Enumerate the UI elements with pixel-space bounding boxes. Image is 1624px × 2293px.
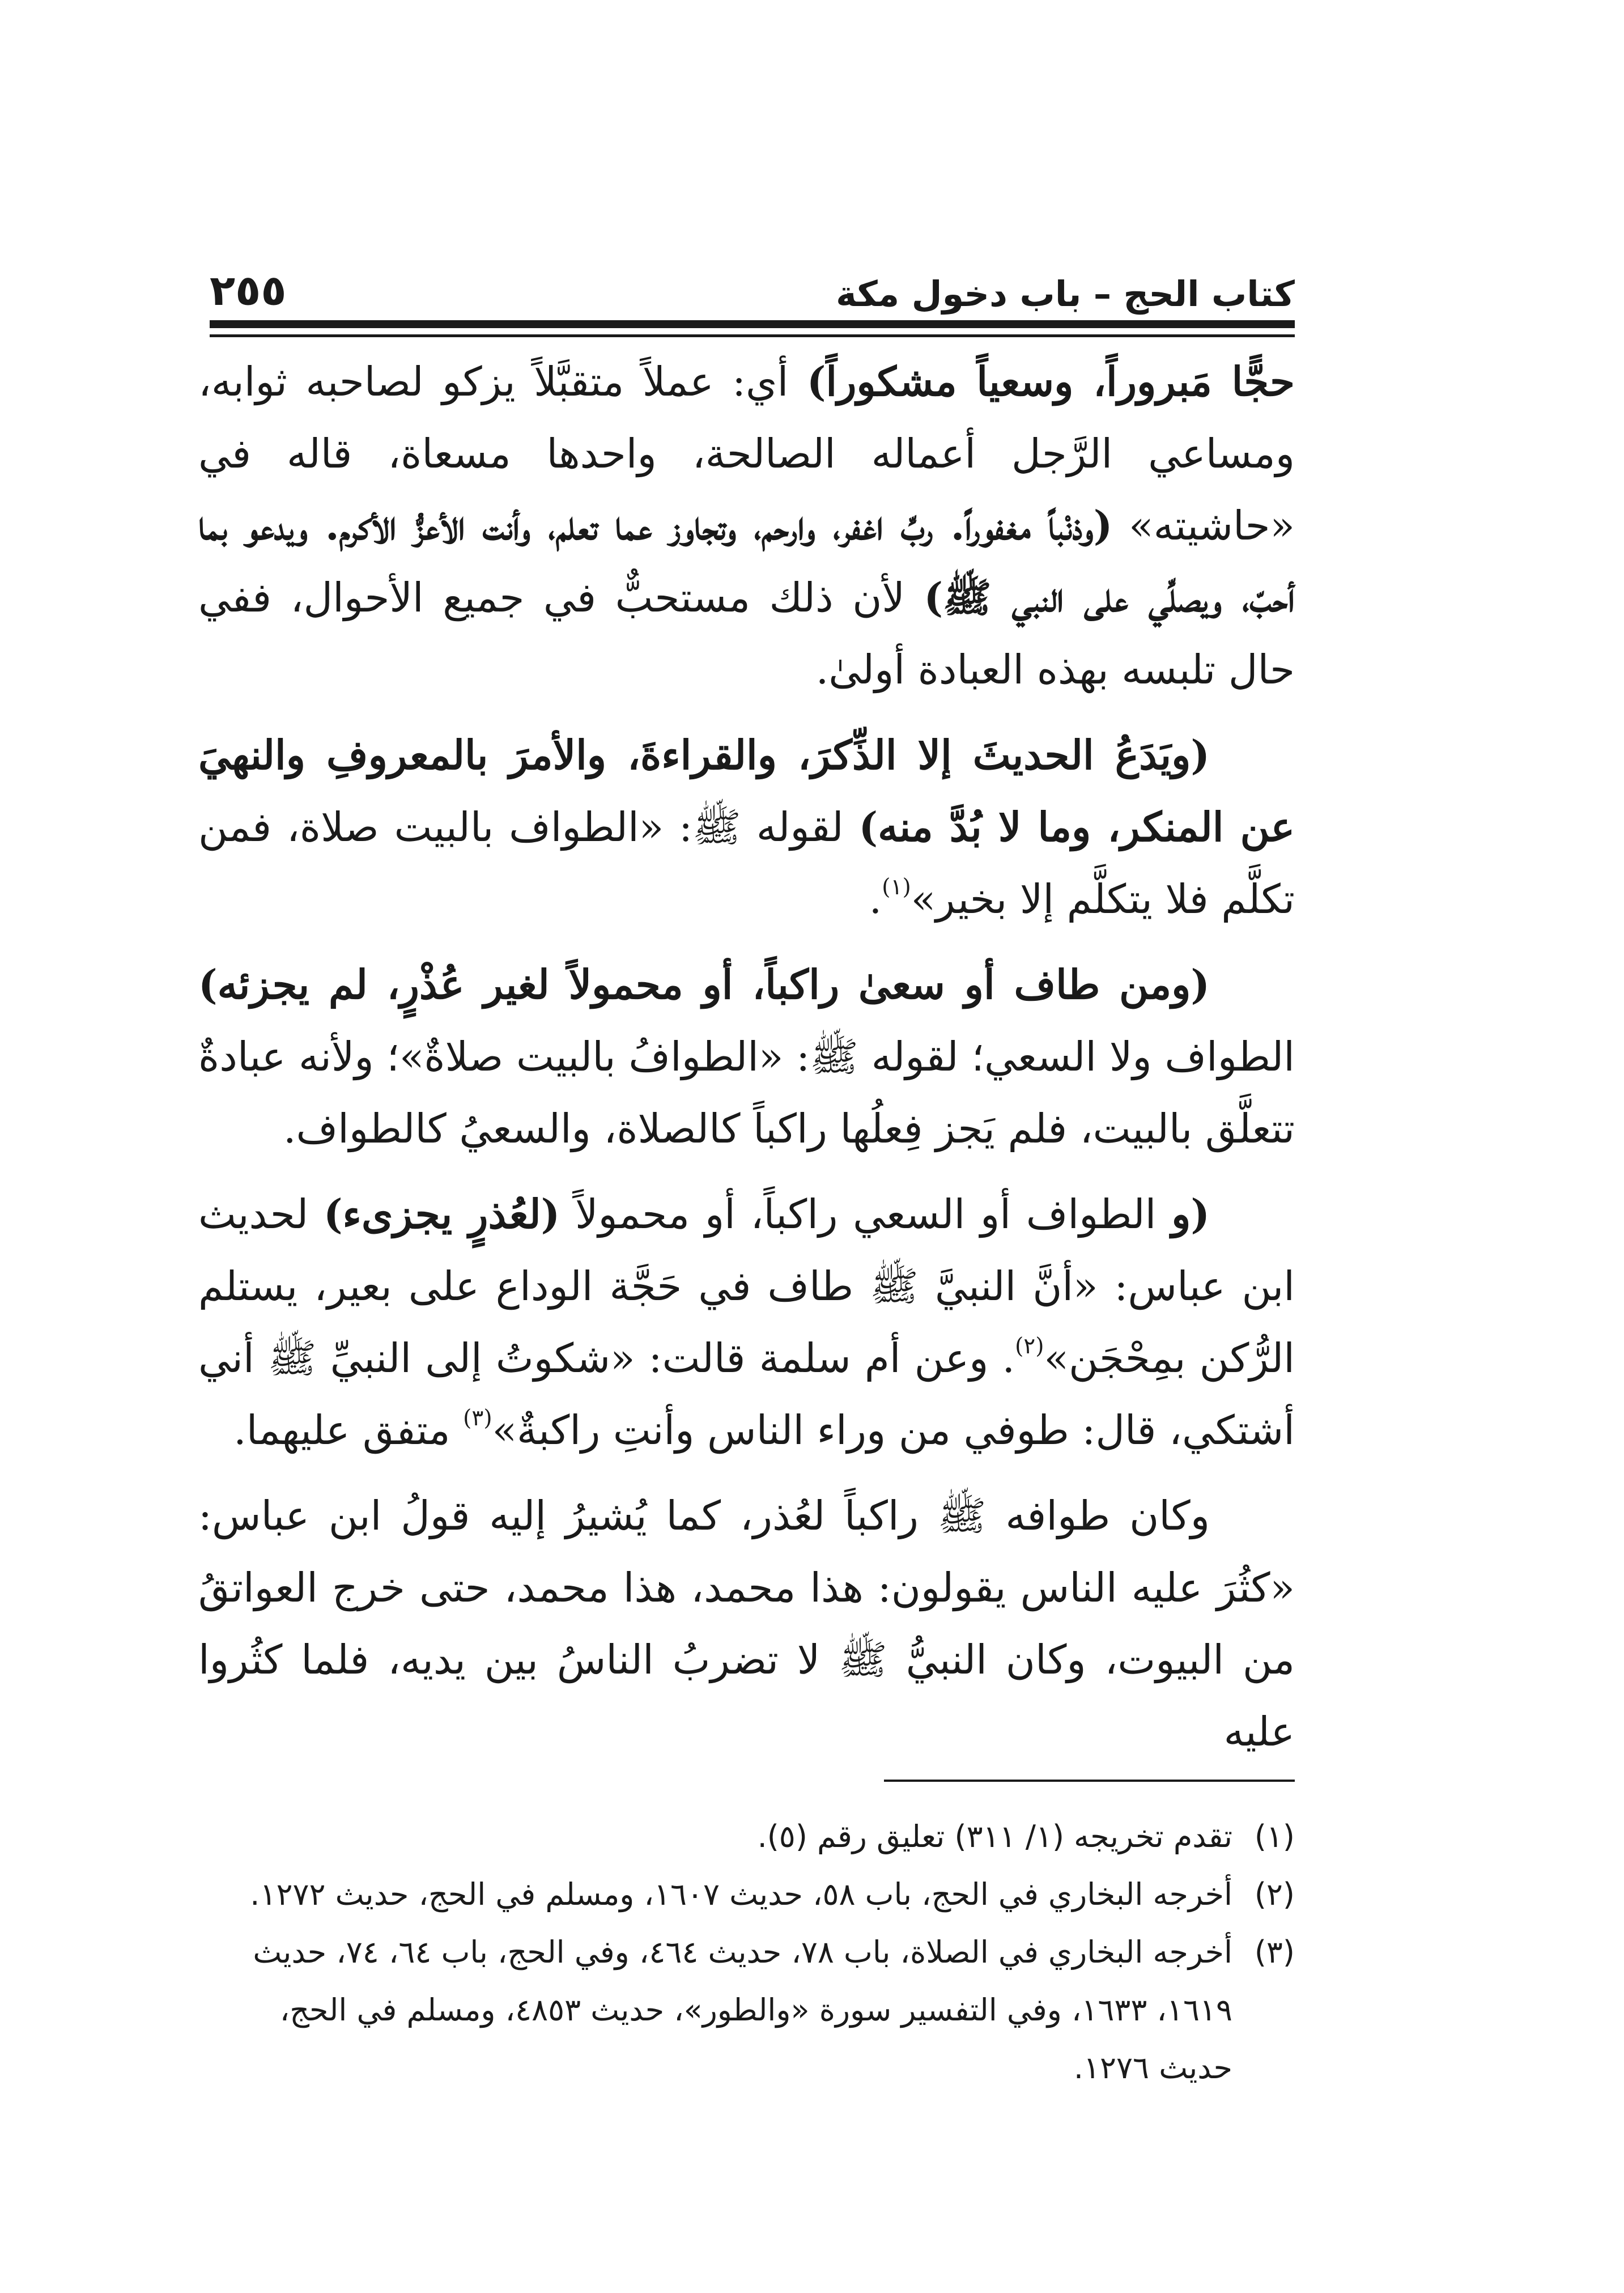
commentary-text: لحديث ابن عباس: «أنَّ النبيَّ ﷺ طاف في حَجَّة الوداع على بعير، يستلم الرُّكن بمِحْجَن» <box>198 1191 1295 1382</box>
footnote-text: أخرجه البخاري في الحج، باب ٥٨، حديث ١٦٠٧، ومسلم في الحج، حديث ١٢٧٢. <box>250 1876 1232 1912</box>
footnote-text: تقدم تخريجه (١/ ٣١١) تعليق رقم (٥). <box>757 1819 1232 1854</box>
footnote-number: (٢) <box>1254 1876 1295 1912</box>
footnotes <box>210 1808 1295 2097</box>
commentary-text: وكان طوافه ﷺ راكباً لعُذر، كما يُشيرُ إليه قولُ ابن عباس: «كثُرَ عليه الناس يقولون: هذا محمد، هذا محمد، حتى خرج العواتقُ من البيوت، وكان النبيُّ ﷺ لا تضربُ الناسُ بين يديه، فلما كثُروا عليه <box>198 1492 1295 1755</box>
page-number: ٢٥٥ <box>210 266 287 315</box>
commentary-text: أي: عملاً متقبَّلاً يزكو لصاحبه ثوابه، ومساعي الرَّجل أعماله الصالحة، واحدها مسعاة، قاله في «حاشيته» <box>198 358 1295 549</box>
footnote <box>210 1923 1295 2097</box>
matn-text: (لعُذرٍ يجزىء) <box>323 1190 560 1238</box>
footnote <box>210 1808 1295 1866</box>
commentary-text: الطواف ولا السعي؛ لقوله ﷺ: «الطوافُ بالبيت صلاةٌ»؛ ولأنه عبادةٌ تتعلَّق بالبيت، فلم يَجز فِعلُها راكباً كالصلاة، والسعيُ كالطواف. <box>198 1033 1295 1152</box>
matn-text: (و <box>1171 1190 1210 1238</box>
header-rule-thin <box>210 334 1295 337</box>
paragraph <box>198 719 1295 935</box>
commentary-text: . <box>869 876 882 923</box>
footnote-separator <box>884 1780 1295 1782</box>
paragraph <box>198 346 1295 706</box>
commentary-text: . وعن أم سلمة قالت: «شكوتُ إلى النبيِّ ﷺ أني أشتكي، قال: طوفي من وراء الناس وأنتِ راكبةٌ» <box>198 1335 1295 1454</box>
footnote-ref[interactable]: (٢) <box>1015 1333 1044 1359</box>
matn-text: (ويَدَعُ الحديثَ إلا الذِّكرَ، والقراءةَ، والأمرَ بالمعروفِ والنهيَ عن المنكر، وما لا بُدَّ منه) <box>198 731 1295 851</box>
paragraph <box>198 1480 1295 1768</box>
footnote-text: أخرجه البخاري في الصلاة، باب ٧٨، حديث ٤٦٤، وفي الحج، باب ٦٤، ٧٤، حديث ١٦١٩، ١٦٣٣، وفي التفسير سورة «والطور»، حديث ٤٨٥٣، ومسلم في الحج، حديث ١٢٧٦. <box>253 1934 1232 2086</box>
footnote-number: (٣) <box>1254 1934 1295 1970</box>
paragraph <box>198 949 1295 1165</box>
paragraph <box>198 1178 1295 1466</box>
footnote-ref[interactable]: (١) <box>882 874 911 900</box>
matn-text: حجًّا مَبروراً، وسعياً مشكوراً) <box>806 358 1295 405</box>
running-title: كتاب الحج – باب دخول مكة <box>836 273 1295 315</box>
commentary-text: لأن ذلك مستحبٌّ في جميع الأحوال، ففي حال تلبسه بهذه العبادة أولىٰ. <box>198 574 1295 693</box>
matn-text: (ومن طاف أو سعىٰ راكباً، أو محمولاً لغير عُذْرٍ، لم يجزئه) <box>198 961 1210 1008</box>
commentary-text: الطواف أو السعي راكباً، أو محمولاً <box>560 1191 1172 1238</box>
footnote-number: (١) <box>1254 1819 1295 1854</box>
footnote <box>210 1866 1295 1923</box>
main-text <box>198 346 1295 1768</box>
header-rule-thick <box>210 320 1295 328</box>
page-header <box>210 244 1295 315</box>
matn-text: (وذنْباً مغفوراً. ربِّ اغفر، وارحم، وتجاوز عما تعلم، وأنت الأعزُّ الأكرم. ويدعو بما أحبّ، ويصلِّي على النبي ﷺ) <box>198 502 1295 621</box>
commentary-text: متفق عليهما. <box>233 1407 464 1454</box>
commentary-text: لقوله ﷺ: «الطواف بالبيت صلاة، فمن تكلَّم فلا يتكلَّم إلا بخير» <box>198 804 1295 923</box>
footnote-ref[interactable]: (٣) <box>463 1405 492 1431</box>
